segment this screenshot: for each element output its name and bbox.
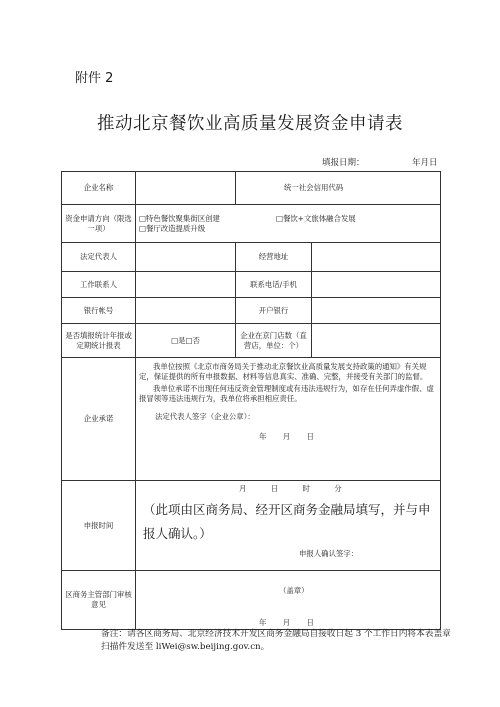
table-row (62, 205, 441, 243)
footnote: 备注：请各区商务局、北京经济技术开发区商务金融局自接收日起 3 个工作日内将本表盖章扫描件发送至 liWei@sw.beijing.gov.cn。 (101, 629, 451, 653)
direction-option-culture[interactable]: □餐饮+文旅体融合发展 (276, 213, 356, 223)
commitment-paragraph-1: 我单位按照《北京市商务局关于推动北京餐饮业高质量发展支持政策的通知》有关规定，保证提供的所有申报数据、材料等信息真实、准确、完整，并接受有关部门的监督。 (139, 362, 428, 381)
district-review-cell (136, 571, 441, 630)
table-row (62, 243, 441, 272)
enterprise-name-field[interactable] (136, 172, 236, 205)
legal-rep-label: 法定代表人 (62, 243, 136, 272)
bank-account-field[interactable] (136, 298, 236, 324)
direction-label: 资金申请方向（限选一项） (62, 205, 136, 243)
commitment-label: 企业承诺 (62, 358, 136, 481)
business-address-field[interactable] (312, 243, 441, 272)
applicant-confirm: 申报人确认签字： (299, 549, 359, 559)
apply-time-note: （此项由区商务局、经开区商务金融局填写，并与申报人确认。） (143, 501, 431, 541)
apply-time-cell (136, 481, 441, 571)
commitment-cell (136, 358, 441, 481)
application-form-table (61, 171, 441, 630)
apply-time-fields[interactable]: 月 日 时 分 (239, 484, 342, 493)
direction-options (136, 205, 441, 243)
apply-time-label: 申报时间 (62, 481, 136, 571)
page-title: 推动北京餐饮业高质量发展资金申请表 (97, 114, 403, 134)
table-row (62, 571, 441, 630)
commitment-date: 年 月 日 (259, 431, 314, 441)
bank-label: 开户银行 (236, 298, 312, 324)
store-count-field[interactable] (312, 324, 441, 358)
table-row (62, 298, 441, 324)
statistics-yes-no[interactable]: □是□否 (136, 324, 236, 358)
contact-phone-field[interactable] (312, 272, 441, 298)
annex-label: 附件 2 (75, 71, 114, 86)
credit-code-label: 统一社会信用代码 (236, 172, 441, 205)
direction-option-renovation[interactable]: □餐厅改造提质升级 (139, 223, 206, 233)
fill-date-label: 填报日期： (322, 158, 365, 168)
seal-placeholder: （盖章） (279, 586, 309, 595)
table-row (62, 358, 441, 481)
table-row (62, 272, 441, 298)
district-review-date: 年 月 日 (259, 617, 314, 627)
commitment-paragraph-2: 我单位承诺不出现任何违反资金管理制度或有违法违规行为，如存在任何弄虚作假、虚报冒领等违法违规行为，我单位将承担相应责任。 (139, 383, 434, 403)
contact-phone-label: 联系电话/手机 (236, 272, 312, 298)
bank-account-label: 银行帐号 (62, 298, 136, 324)
contact-label: 工作联系人 (62, 272, 136, 298)
fill-date-suffix: 年月日 (412, 158, 438, 168)
table-row (62, 324, 441, 358)
legal-rep-field[interactable] (136, 243, 236, 272)
statistics-label: 是否填报统计年报或定期统计报表 (62, 324, 136, 358)
enterprise-name-label: 企业名称 (62, 172, 136, 205)
district-review-label: 区商务主管部门审核意见 (62, 571, 136, 630)
table-row (62, 172, 441, 205)
contact-field[interactable] (136, 272, 236, 298)
business-address-label: 经营地址 (236, 243, 312, 272)
commitment-signature: 法定代表人签字（企业公章）： (155, 411, 255, 421)
bank-field[interactable] (312, 298, 441, 324)
store-count-label: 企业在京门店数（直营店，单位：个） (236, 324, 312, 358)
direction-option-street[interactable]: □特色餐饮聚集街区创建 (139, 213, 220, 223)
table-row (62, 481, 441, 571)
